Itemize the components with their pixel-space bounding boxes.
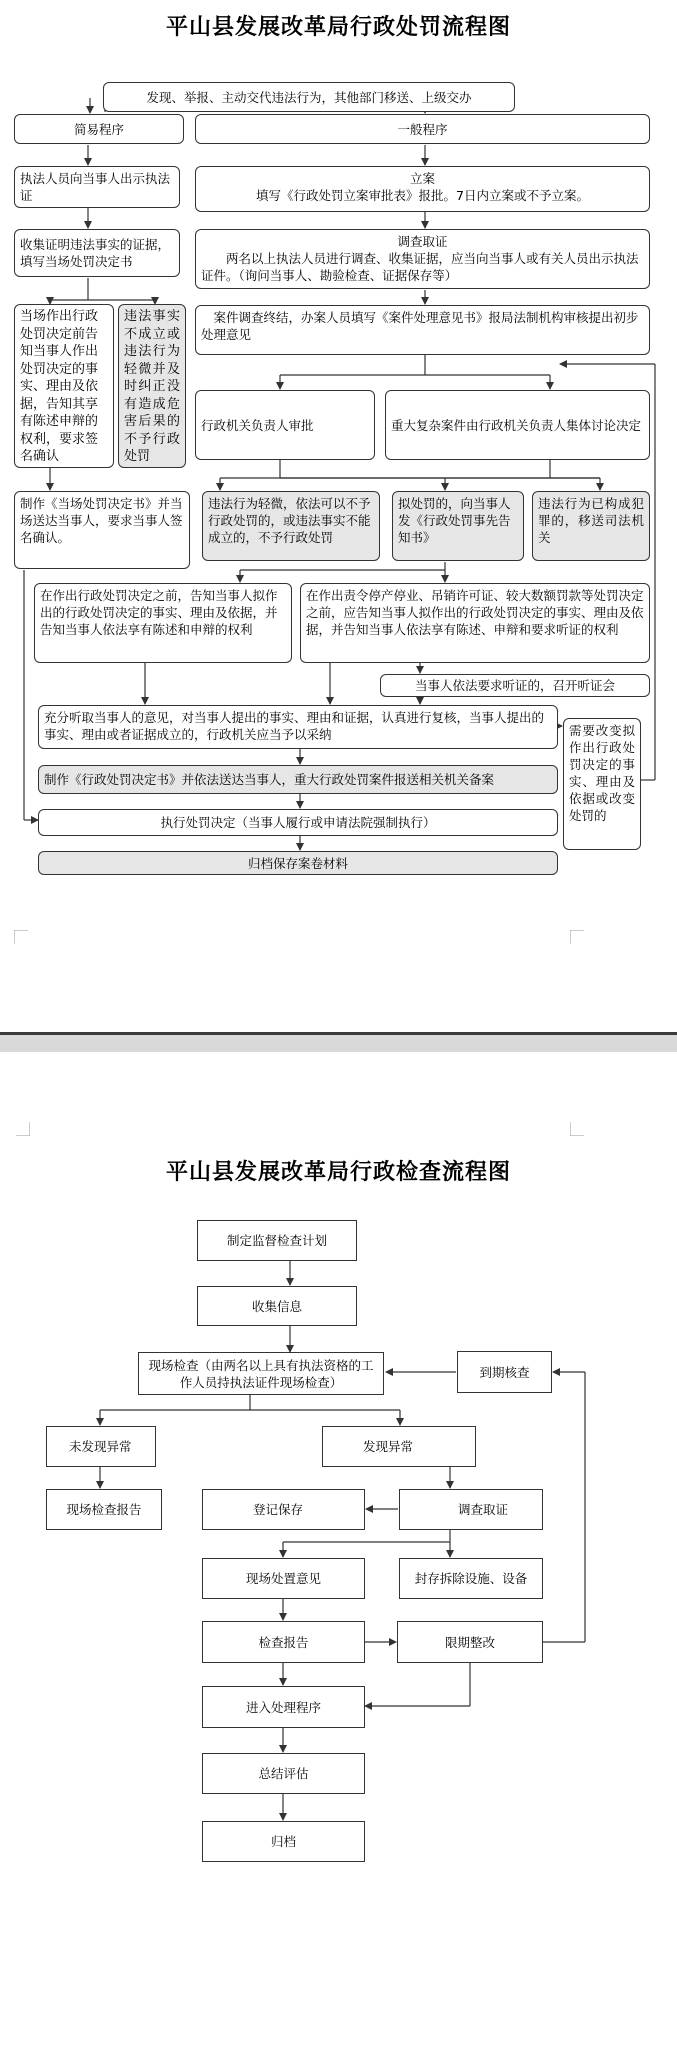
- page-separator: [0, 1032, 677, 1054]
- simple-notify: 当场作出行政处罚决定前告知当事人作出处罚决定的事实、理由及依据，告知其享有陈述申辩的权利，要求签名确认: [14, 304, 114, 468]
- listen-review: 充分听取当事人的意见，对当事人提出的事实、理由和证据，认真进行复核，当事人提出的事实、理由或者证据成立的，行政机关应当予以采纳: [38, 705, 558, 749]
- flow-connectors-inspection: [0, 1052, 677, 2058]
- start-box: 发现、举报、主动交代违法行为，其他部门移送、上级交办: [103, 82, 515, 112]
- simple-decision: 制作《当场处罚决定书》并当场送达当事人，要求当事人签名确认。: [14, 491, 190, 569]
- review-major: 重大复杂案件由行政机关负责人集体讨论决定: [385, 390, 650, 460]
- decision-document: 制作《行政处罚决定书》并依法送达当事人，重大行政处罚案件报送相关机关备案: [38, 765, 558, 794]
- page-inspection: [0, 1052, 677, 2058]
- inspection-report-box: 检查报告: [202, 1621, 365, 1663]
- onsite-box: 现场检查（由两名以上具有执法资格的工作人员持执法证件现场检查）: [138, 1352, 384, 1395]
- general-filing: [195, 166, 650, 212]
- general-procedure-label: 一般程序: [195, 114, 650, 144]
- change-decision: 需要改变拟作出行政处罚决定的事实、理由及依据或改变处罚的: [563, 718, 641, 850]
- notify-hearing-rights: 在作出责令停产停业、吊销许可证、较大数额罚款等处罚决定之前，应告知当事人拟作出的行政处罚决定的事实、理由及依据，并告知当事人依法享有陈述、申辩和要求听证的权利: [300, 583, 650, 663]
- collect-box: 收集信息: [197, 1286, 357, 1326]
- simple-collect-evidence: 收集证明违法事实的证据，填写当场处罚决定书: [14, 229, 180, 277]
- due-check-box: 到期核查: [457, 1351, 552, 1393]
- investigate-box: 调查取证: [399, 1489, 543, 1530]
- process-box: 进入处理程序: [202, 1686, 365, 1728]
- review-head: 行政机关负责人审批: [195, 390, 375, 460]
- simple-no-penalty: 违法事实不成立或违法行为轻微并及时纠正没有造成危害后果的不予行政处罚: [118, 304, 186, 468]
- notify-rights: 在作出行政处罚决定之前，告知当事人拟作出的行政处罚决定的事实、理由及依据，并告知当事人依法享有陈述和申辩的权利: [34, 583, 292, 663]
- seal-box: 封存拆除设施、设备: [399, 1558, 543, 1599]
- general-end-investigation: 案件调查终结，办案人员填写《案件处理意见书》报局法制机构审核提出初步处理意见: [195, 305, 650, 355]
- disposal-box: 现场处置意见: [202, 1558, 365, 1599]
- general-investigation: [195, 229, 650, 289]
- corner-mark: [14, 930, 28, 944]
- investigation-text: 两名以上执法人员进行调查、收集证据，应当向当事人或有关人员出示执法证件。（询问当事人、勘验检查、证据保存等）: [201, 251, 639, 283]
- outcome-notify-intent: 拟处罚的，向当事人发《行政处罚事先告知书》: [392, 491, 524, 561]
- onsite-report-box: 现场检查报告: [46, 1489, 162, 1530]
- filing-title: 立案: [409, 171, 435, 186]
- outcome-no-penalty: 违法行为轻微，依法可以不予行政处罚的，或违法事实不能成立的，不予行政处罚: [202, 491, 380, 561]
- archive-box: 归档: [202, 1821, 365, 1862]
- archive-files: 归档保存案卷材料: [38, 851, 558, 875]
- simple-show-id: 执法人员向当事人出示执法证: [14, 166, 180, 208]
- corner-mark: [570, 930, 584, 944]
- plan-box: 制定监督检查计划: [197, 1220, 357, 1261]
- outcome-transfer-judicial: 违法行为已构成犯罪的，移送司法机关: [532, 491, 650, 561]
- page-title-inspection: 平山县发展改革局行政检查流程图: [165, 1159, 511, 1185]
- register-box: 登记保存: [202, 1489, 365, 1530]
- page-title-punishment: 平山县发展改革局行政处罚流程图: [165, 14, 511, 40]
- rectify-box: 限期整改: [397, 1621, 543, 1663]
- no-issue-box: 未发现异常: [46, 1426, 156, 1467]
- investigation-title: 调查取证: [397, 234, 448, 249]
- issue-box: 发现异常: [322, 1426, 476, 1467]
- execute-decision: 执行处罚决定（当事人履行或申请法院强制执行）: [38, 809, 558, 836]
- filing-text: 填写《行政处罚立案审批表》报批。7日内立案或不予立案。: [256, 188, 589, 203]
- hearing: 当事人依法要求听证的，召开听证会: [380, 674, 650, 697]
- summary-box: 总结评估: [202, 1753, 365, 1794]
- simple-procedure-label: 简易程序: [14, 114, 184, 144]
